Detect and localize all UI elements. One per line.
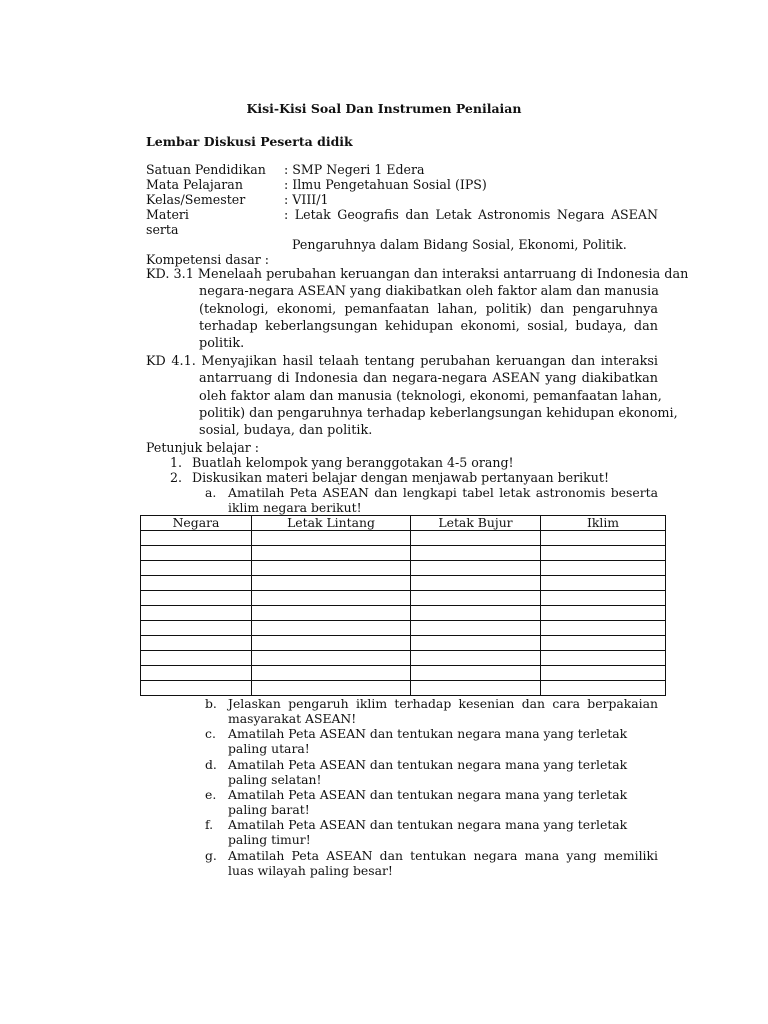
question-letter: g. [205,848,217,863]
table-cell[interactable] [411,666,541,681]
step-text: Diskusikan materi belajar dengan menjawab pertanyaan berikut! [192,470,610,485]
table-cell[interactable] [411,576,541,591]
table-row [141,636,666,651]
table-cell[interactable] [411,591,541,606]
table-row [141,576,666,591]
table-cell[interactable] [141,606,252,621]
step-number: 2. [170,470,183,485]
table-cell[interactable] [141,591,252,606]
question-line: Amatilah Peta ASEAN dan tentukan negara mana yang memiliki [228,848,658,863]
question-line: paling barat! [228,801,310,817]
table-cell[interactable] [411,546,541,561]
question-line: luas wilayah paling besar! [228,862,393,878]
question-line: Amatilah Peta ASEAN dan tentukan negara mana yang terletak [228,787,628,802]
table-cell[interactable] [252,576,411,591]
table-cell[interactable] [252,651,411,666]
question-letter: a. [205,485,217,500]
table-cell[interactable] [541,591,666,606]
table-cell[interactable] [541,531,666,546]
table-header-letak-lintang: Letak Lintang [252,516,411,531]
table-cell[interactable] [411,606,541,621]
table-cell[interactable] [141,531,252,546]
document-subtitle: Lembar Diskusi Peserta didik [146,134,353,149]
question-line: paling timur! [228,831,311,847]
table-row [141,606,666,621]
table-cell[interactable] [141,561,252,576]
table-cell[interactable] [252,636,411,651]
field-value: : SMP Negeri 1 Edera [284,162,425,177]
document-title: Kisi-Kisi Soal Dan Instrumen Penilaian [246,101,522,116]
kompetensi-dasar-label: Kompetensi dasar : [146,252,270,267]
table-cell[interactable] [411,621,541,636]
table-row [141,561,666,576]
table-cell[interactable] [541,666,666,681]
kd-line: politik. [199,336,245,352]
question-letter: c. [205,726,216,741]
kd-line: KD. 3.1 Menelaah perubahan keruangan dan interaksi antarruang di Indonesia dan [146,267,689,282]
table-cell[interactable] [141,651,252,666]
field-value: : VIII/1 [284,192,329,207]
materi-line-1: : Letak Geografis dan Letak Astronomis Negara ASEAN [284,207,658,222]
question-line: Amatilah Peta ASEAN dan tentukan negara mana yang terletak [228,757,628,772]
kd-line: oleh faktor alam dan manusia (teknologi, ekonomi, pemanfaatan lahan, [199,388,662,404]
table-cell[interactable] [411,636,541,651]
table-cell[interactable] [141,636,252,651]
astronomis-table [140,515,666,696]
table-cell[interactable] [252,531,411,546]
table-body [141,531,666,696]
table-cell[interactable] [541,576,666,591]
table-cell[interactable] [252,546,411,561]
materi-wrap: serta [146,222,179,237]
field-label: Mata Pelajaran [146,177,243,192]
question-letter: f. [205,817,214,832]
table-cell[interactable] [141,546,252,561]
table-cell[interactable] [252,681,411,696]
table-cell[interactable] [541,621,666,636]
question-line: Amatilah Peta ASEAN dan lengkapi tabel letak astronomis beserta [228,485,658,500]
question-line: paling selatan! [228,771,322,787]
question-line: iklim negara berikut! [228,499,362,515]
table-row [141,591,666,606]
question-line: paling utara! [228,740,310,756]
question-line: Amatilah Peta ASEAN dan tentukan negara mana yang terletak [228,726,628,741]
table-cell[interactable] [252,591,411,606]
question-letter: e. [205,787,217,802]
table-header-iklim: Iklim [541,516,666,531]
table-cell[interactable] [541,651,666,666]
kd-line: terhadap keberlangsungan kehidupan ekonomi, sosial, budaya, dan [199,318,658,334]
table-row [141,621,666,636]
table-cell[interactable] [541,681,666,696]
step-text: Buatlah kelompok yang beranggotakan 4-5 orang! [192,455,514,470]
materi-label: Materi [146,207,189,222]
kd-line: negara-negara ASEAN yang diakibatkan oleh faktor alam dan manusia [199,284,659,300]
table-cell[interactable] [252,666,411,681]
step-number: 1. [170,455,183,470]
kd-line: (teknologi, ekonomi, pemanfaatan lahan, politik) dan pengaruhnya [199,301,658,317]
table-cell[interactable] [411,651,541,666]
field-label: Satuan Pendidikan [146,162,266,177]
table-cell[interactable] [411,681,541,696]
materi-line-2: Pengaruhnya dalam Bidang Sosial, Ekonomi, Politik. [292,237,627,252]
kd-line: KD 4.1. Menyajikan hasil telaah tentang perubahan keruangan dan interaksi [146,354,658,369]
table-cell[interactable] [252,606,411,621]
table-cell[interactable] [141,681,252,696]
table-header-letak-bujur: Letak Bujur [411,516,541,531]
kd-line: politik) dan pengaruhnya terhadap keberlangsungan kehidupan ekonomi, [199,405,678,421]
table-cell[interactable] [541,606,666,621]
table-row [141,666,666,681]
question-line: Jelaskan pengaruh iklim terhadap kesenian dan cara berpakaian [228,696,658,711]
kd-line: antarruang di Indonesia dan negara-negara ASEAN yang diakibatkan [199,371,658,387]
table-cell[interactable] [411,531,541,546]
question-line: Amatilah Peta ASEAN dan tentukan negara mana yang terletak [228,817,628,832]
table-cell[interactable] [141,666,252,681]
table-row [141,531,666,546]
table-header-negara: Negara [141,516,252,531]
table-header-row [141,516,666,531]
table-cell[interactable] [141,576,252,591]
kd-4-1 [146,353,678,439]
table-cell[interactable] [411,561,541,576]
table-row [141,681,666,696]
kd-3-1 [146,266,689,352]
field-value: : Ilmu Pengetahuan Sosial (IPS) [284,177,487,192]
table-cell[interactable] [541,636,666,651]
kd-line: sosial, budaya, dan politik. [199,423,373,439]
table-cell[interactable] [541,561,666,576]
field-label: Kelas/Semester [146,192,246,207]
question-letter: b. [205,696,217,711]
table-cell[interactable] [252,621,411,636]
table-row [141,546,666,561]
table-cell[interactable] [541,546,666,561]
question-letter: d. [205,757,217,772]
table-cell[interactable] [141,621,252,636]
table-row [141,651,666,666]
question-line: masyarakat ASEAN! [228,710,357,726]
petunjuk-belajar-label: Petunjuk belajar : [146,440,260,455]
table-cell[interactable] [252,561,411,576]
